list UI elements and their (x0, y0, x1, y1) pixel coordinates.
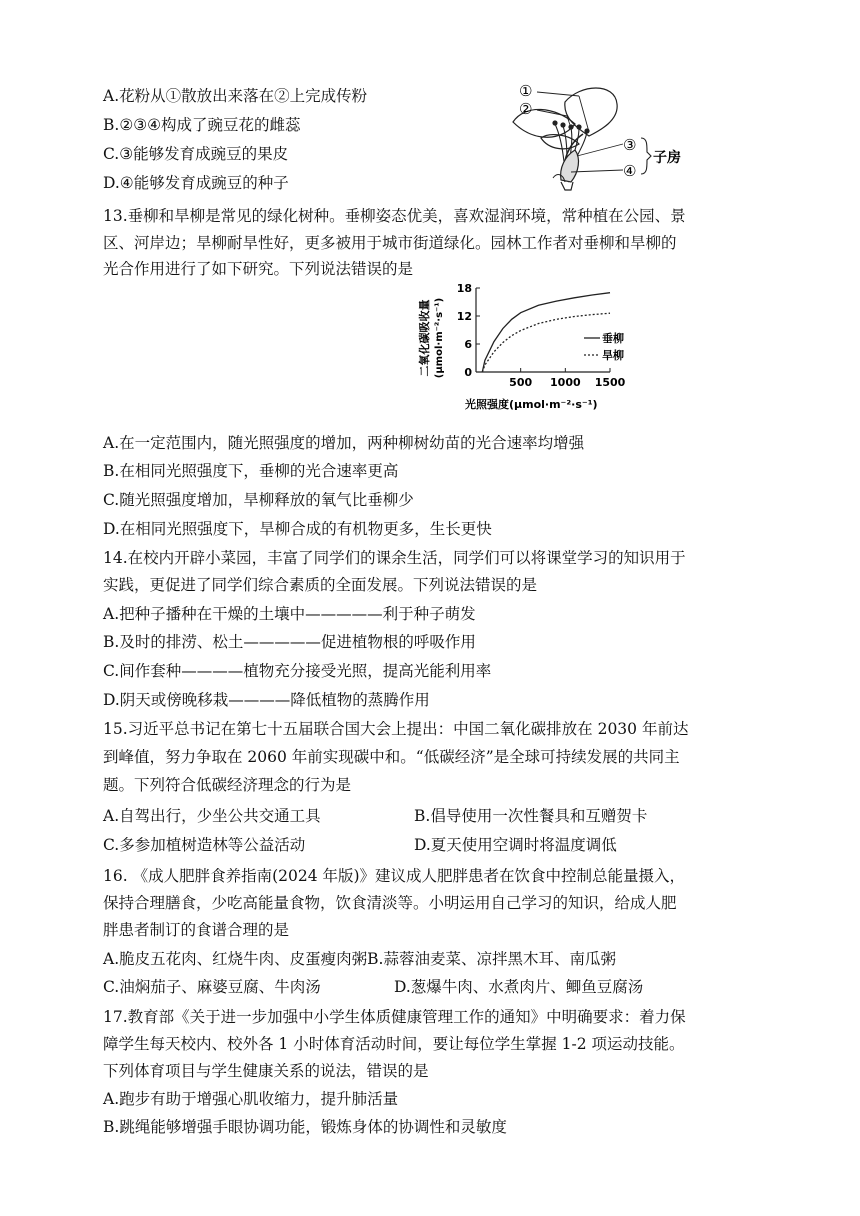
legend-series-2: 旱柳 (602, 349, 624, 362)
q15-stem-3: 题。下列符合低碳经济理念的行为是 (103, 776, 352, 794)
photosynthesis-chart (420, 282, 660, 412)
q17-stem-3: 下列体育项目与学生健康关系的说法，错误的是 (103, 1062, 429, 1080)
q12-option-d: D.④能够发育成豌豆的种子 (103, 174, 289, 192)
legend-series-1: 垂柳 (602, 332, 624, 345)
q15-stem-2: 到峰值，努力争取在 2060 年前实现碳中和。“低碳经济”是全球可持续发展的共同主 (103, 748, 680, 766)
chart-ylabel-1: 二氧化碳吸收量 (418, 299, 431, 377)
chart-series-line-2 (482, 313, 610, 372)
chart-series-line-1 (482, 293, 610, 372)
q12-option-b: B.②③④构成了豌豆花的雌蕊 (103, 116, 301, 134)
ovary-bracket (641, 138, 651, 174)
chart-y-tick-label: 12 (456, 310, 472, 323)
chart-y-tick-label: 0 (464, 366, 472, 379)
pea-flower-diagram (505, 82, 685, 194)
q13-option-d: D.在相同光照强度下，旱柳合成的有机物更多，生长更快 (103, 520, 492, 538)
q16-stem-2: 保持合理膳食，少吃高能量食物，饮食清淡等。小明运用自己学习的知识，给成人肥 (103, 894, 677, 912)
q17-stem-1: 17.教育部《关于进一步加强中小学生体质健康管理工作的通知》中明确要求：着力保 (103, 1008, 686, 1026)
q16-options-row-2 (103, 977, 644, 997)
chart-x-tick-label: 1000 (550, 376, 581, 389)
flower-label-3: ③ (623, 136, 637, 154)
q13-option-a: A.在一定范围内，随光照强度的增加，两种柳树幼苗的光合速率均增强 (103, 434, 585, 452)
chart-y-tick-label: 18 (456, 282, 472, 295)
q15-option-d: D.夏天使用空调时将温度调低 (414, 836, 617, 854)
q15-option-b: B.倡导使用一次性餐具和互赠贺卡 (414, 807, 648, 825)
q14-option-a: A.把种子播种在干燥的土壤中—————利于种子萌发 (103, 605, 476, 623)
q16-stem-3: 胖患者制订的食谱合理的是 (103, 921, 290, 939)
q15-option-c: C.多参加植树造林等公益活动 (103, 836, 306, 854)
q15-stem-1: 15.习近平总书记在第七十五届联合国大会上提出：中国二氧化碳排放在 2030 年前达 (103, 720, 689, 738)
q13-option-c: C.随光照强度增加，旱柳释放的氧气比垂柳少 (103, 491, 414, 509)
q16-option-b: B.蒜蓉油麦菜、凉拌黑木耳、南瓜粥 (367, 950, 616, 968)
chart-xlabel: 光照强度(μmol·m⁻²·s⁻¹) (465, 398, 598, 411)
q13-stem-3: 光合作用进行了如下研究。下列说法错误的是 (103, 260, 414, 278)
q17-stem-2: 障学生每天校内、校外各 1 小时体育活动时间，要让每位学生掌握 1-2 项运动技能。 (103, 1035, 685, 1053)
q13-option-b: B.在相同光照强度下，垂柳的光合速率更高 (103, 462, 399, 480)
q15-option-a: A.自驾出行，少坐公共交通工具 (103, 807, 321, 825)
q16-option-d: D.葱爆牛肉、水煮肉片、鲫鱼豆腐汤 (394, 978, 644, 996)
q17-option-a: A.跑步有助于增强心肌收缩力，提升肺活量 (103, 1090, 399, 1108)
q16-option-a: A.脆皮五花肉、红烧牛肉、皮蛋瘦肉粥 (103, 950, 368, 968)
chart-ylabel-2: (μmol·m⁻²·s⁻¹) (434, 297, 445, 379)
chart-y-tick-label: 6 (464, 338, 472, 351)
q12-option-c: C.③能够发育成豌豆的果皮 (103, 145, 289, 163)
q16-option-c: C.油焖茄子、麻婆豆腐、牛肉汤 (103, 978, 321, 996)
flower-label-1: ① (519, 82, 533, 100)
ovary-label: 子房 (653, 150, 681, 166)
q15-options-row-2 (103, 835, 617, 855)
q14-option-b: B.及时的排涝、松土—————促进植物根的呼吸作用 (103, 633, 476, 651)
chart-x-tick-label: 1500 (594, 376, 626, 389)
q13-stem-1: 13.垂柳和旱柳是常见的绿化树种。垂柳姿态优美，喜欢湿润环境，常种植在公园、景 (103, 207, 686, 225)
flower-label-2: ② (519, 100, 533, 118)
q12-option-a: A.花粉从①散放出来落在②上完成传粉 (103, 87, 368, 105)
q14-option-c: C.间作套种————植物充分接受光照，提高光能利用率 (103, 662, 492, 680)
flower-label-4: ④ (623, 162, 637, 180)
chart-x-tick-label: 500 (509, 376, 533, 389)
q13-stem-2: 区、河岸边；旱柳耐旱性好，更多被用于城市街道绿化。园林工作者对垂柳和旱柳的 (103, 234, 677, 252)
q14-stem-2: 实践，更促进了同学们综合素质的全面发展。下列说法错误的是 (103, 576, 538, 594)
q14-stem-1: 14.在校内开辟小菜园，丰富了同学们的课余生活，同学们可以将课堂学习的知识用于 (103, 549, 686, 567)
q16-options-row-1 (103, 949, 616, 969)
q17-option-b: B.跳绳能够增强手眼协调功能，锻炼身体的协调性和灵敏度 (103, 1118, 507, 1136)
q14-option-d: D.阴天或傍晚移栽————降低植物的蒸腾作用 (103, 691, 430, 709)
q16-stem-1: 16. 《成人肥胖食养指南(2024 年版)》建议成人肥胖患者在饮食中控制总能量摄入， (103, 867, 686, 885)
q15-options-row-1 (103, 806, 648, 826)
